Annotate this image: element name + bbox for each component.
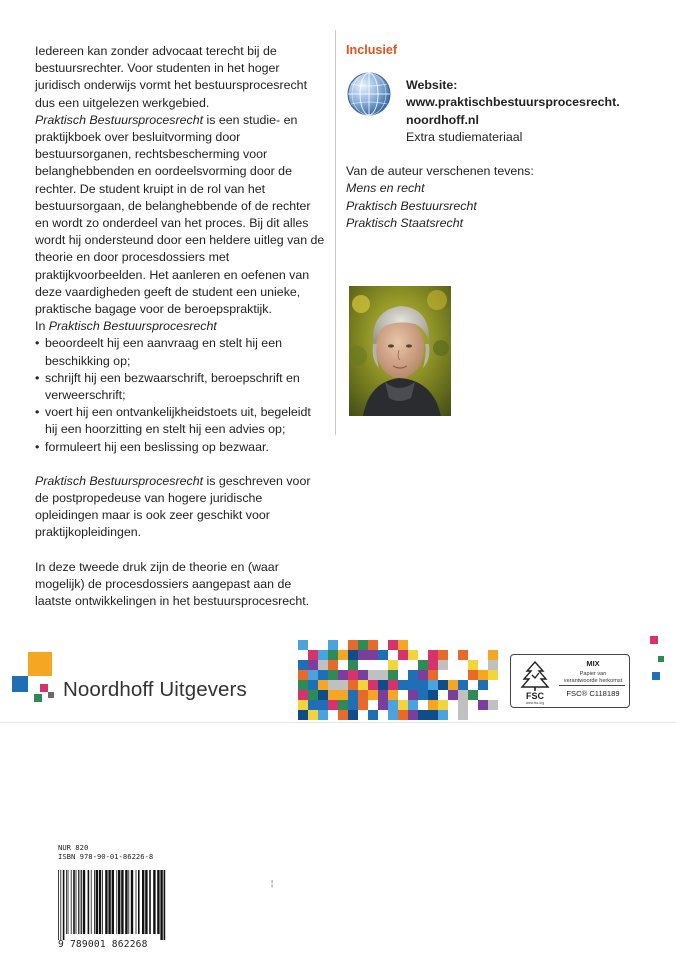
mosaic-tile bbox=[468, 670, 478, 680]
barcode-bar bbox=[131, 870, 133, 934]
mosaic-tile bbox=[318, 670, 328, 680]
barcode-bar bbox=[128, 870, 129, 934]
mosaic-tile bbox=[328, 680, 338, 690]
mosaic-tile bbox=[468, 660, 478, 670]
mosaic-tile bbox=[438, 710, 448, 720]
mosaic-tile bbox=[408, 650, 418, 660]
mosaic-tile bbox=[388, 640, 398, 650]
website-url[interactable]: www.praktischbestuursprocesrecht. bbox=[406, 95, 620, 110]
isbn-text: ISBN 978-90-01-86226-8 bbox=[58, 852, 154, 862]
mosaic-tile bbox=[438, 650, 448, 660]
mosaic-tile bbox=[388, 650, 398, 660]
extra-material-label: Extra studiemateriaal bbox=[406, 129, 523, 144]
mosaic-tile bbox=[398, 640, 408, 650]
mosaic-tile bbox=[338, 680, 348, 690]
mosaic-tile bbox=[388, 690, 398, 700]
mosaic-tile bbox=[438, 660, 448, 670]
fsc-site: www.fsc.org bbox=[525, 701, 545, 705]
blurb-paragraph-3-prefix: In bbox=[35, 319, 49, 334]
inclusief-heading: Inclusief bbox=[346, 43, 398, 57]
barcode-bar bbox=[112, 870, 114, 934]
barcode-bar bbox=[78, 870, 79, 934]
mosaic-tile bbox=[408, 640, 418, 650]
mosaic-tile bbox=[368, 690, 378, 700]
mosaic-tile bbox=[448, 680, 458, 690]
barcode-bar bbox=[68, 870, 69, 934]
mosaic-tile bbox=[298, 660, 308, 670]
author-book-title: Praktisch Staatsrecht bbox=[346, 215, 464, 230]
book-title-italic: Praktisch Bestuursprocesrecht bbox=[48, 319, 217, 334]
mosaic-tile bbox=[378, 660, 388, 670]
barcode-bar bbox=[145, 870, 147, 934]
mosaic-tile bbox=[298, 670, 308, 680]
mosaic-tile bbox=[368, 650, 378, 660]
barcode-bar bbox=[149, 870, 151, 934]
mosaic-tile bbox=[398, 710, 408, 720]
barcode-bar bbox=[136, 870, 137, 934]
mosaic-tile bbox=[368, 640, 378, 650]
mosaic-tile bbox=[378, 690, 388, 700]
mosaic-tile bbox=[438, 680, 448, 690]
mosaic-tile bbox=[338, 710, 348, 720]
mosaic-tile bbox=[368, 680, 378, 690]
blurb-column bbox=[35, 43, 325, 610]
mosaic-tile bbox=[428, 670, 438, 680]
mosaic-tile bbox=[338, 650, 348, 660]
mosaic-tile bbox=[398, 680, 408, 690]
mosaic-tile bbox=[318, 650, 328, 660]
mosaic-tile bbox=[348, 710, 358, 720]
mosaic-tile bbox=[418, 660, 428, 670]
fsc-tree-icon bbox=[517, 659, 553, 705]
barcode-bar bbox=[83, 870, 85, 934]
mosaic-tile bbox=[488, 710, 498, 720]
author-photo bbox=[349, 286, 451, 416]
mosaic-tile bbox=[488, 660, 498, 670]
mosaic-tile bbox=[458, 700, 468, 710]
mosaic-tile bbox=[298, 640, 308, 650]
fsc-subtitle-line: Papier van bbox=[579, 671, 607, 677]
barcode-bar bbox=[99, 870, 101, 934]
barcode-bar bbox=[88, 870, 90, 934]
mosaic-tile bbox=[478, 670, 488, 680]
mosaic-tile bbox=[418, 650, 428, 660]
mosaic-tile bbox=[418, 690, 428, 700]
barcode-bar bbox=[58, 870, 59, 940]
barcode-bar bbox=[71, 870, 72, 934]
barcode-bar bbox=[121, 870, 123, 934]
website-text bbox=[406, 77, 620, 146]
mosaic-tile bbox=[448, 700, 458, 710]
mosaic-tile bbox=[368, 700, 378, 710]
mosaic-tile bbox=[388, 670, 398, 680]
mosaic-tile bbox=[408, 690, 418, 700]
mosaic-tile bbox=[458, 650, 468, 660]
barcode-bar bbox=[125, 870, 127, 934]
mosaic-tile bbox=[408, 680, 418, 690]
mosaic-tile bbox=[348, 670, 358, 680]
barcode-bar bbox=[91, 870, 92, 934]
blurb-paragraph-3 bbox=[35, 318, 325, 335]
barcode-bar bbox=[108, 870, 110, 934]
mosaic-tile bbox=[368, 660, 378, 670]
barcode-bar bbox=[164, 870, 166, 940]
list-item: • schrijft hij een bezwaarschrift, beroepschrift en verweerschrift; bbox=[35, 370, 325, 404]
mosaic-tile bbox=[478, 680, 488, 690]
blurb-paragraph-5: In deze tweede druk zijn de theorie en (waar mogelijk) de procesdossiers aangepast aan de laatste ontwikkelingen in het bestuursprocesrecht. bbox=[35, 559, 310, 609]
mosaic-tile bbox=[458, 710, 468, 720]
blurb-paragraph-4 bbox=[35, 473, 325, 542]
mosaic-tile bbox=[338, 700, 348, 710]
mosaic-tile bbox=[428, 680, 438, 690]
author-books bbox=[346, 163, 646, 232]
barcode-bar bbox=[60, 870, 61, 940]
fsc-subtitle-line: verantwoorde herkomst bbox=[563, 677, 623, 684]
mosaic-tile bbox=[308, 700, 318, 710]
mosaic-tile bbox=[368, 670, 378, 680]
mosaic-tile bbox=[328, 640, 338, 650]
mosaic-tile bbox=[488, 700, 498, 710]
fsc-mix: MIX bbox=[586, 659, 600, 668]
book-title-italic: Praktisch Bestuursprocesrecht bbox=[35, 473, 204, 488]
mosaic-tile bbox=[318, 690, 328, 700]
barcode-bar bbox=[116, 870, 117, 934]
barcode-bar bbox=[160, 870, 162, 940]
mosaic-tile bbox=[398, 700, 408, 710]
mosaic-tile bbox=[388, 710, 398, 720]
mosaic-tile bbox=[378, 680, 388, 690]
mosaic-tile bbox=[318, 700, 328, 710]
mosaic-tile bbox=[348, 690, 358, 700]
mosaic-tile bbox=[408, 670, 418, 680]
nur-code: NUR 820 bbox=[58, 843, 89, 852]
barcode-bar bbox=[157, 870, 159, 934]
list-item: • formuleert hij een beslissing op bezwaar. bbox=[35, 439, 325, 456]
mosaic-tile bbox=[298, 700, 308, 710]
mosaic-tile bbox=[308, 690, 318, 700]
mosaic-tile bbox=[418, 670, 428, 680]
author-book-title: Praktisch Bestuursrecht bbox=[346, 198, 477, 213]
fsc-label bbox=[510, 654, 630, 708]
mosaic-tile bbox=[358, 660, 368, 670]
mosaic-tile bbox=[428, 710, 438, 720]
mosaic-tile bbox=[308, 680, 318, 690]
barcode-bar bbox=[63, 870, 65, 940]
mosaic-tile bbox=[408, 660, 418, 670]
isbn-barcode bbox=[56, 870, 168, 942]
mosaic-tile bbox=[308, 650, 318, 660]
color-mosaic bbox=[298, 638, 498, 722]
mosaic-tile bbox=[348, 680, 358, 690]
mosaic-tile bbox=[388, 680, 398, 690]
website-url-continued[interactable]: noordhoff.nl bbox=[406, 112, 479, 127]
mosaic-tile bbox=[488, 650, 498, 660]
mosaic-tile bbox=[398, 670, 408, 680]
fsc-subtitle bbox=[559, 671, 627, 684]
barcode-bar bbox=[73, 870, 75, 934]
barcode-bar bbox=[142, 870, 144, 934]
fsc-code: FSC® C118189 bbox=[566, 689, 620, 698]
mosaic-tile bbox=[438, 700, 448, 710]
mosaic-tile bbox=[298, 680, 308, 690]
mosaic-tile bbox=[298, 650, 308, 660]
barcode-bar bbox=[138, 870, 140, 934]
barcode-bar bbox=[76, 870, 77, 934]
mosaic-tile bbox=[478, 660, 488, 670]
website-label: Website: bbox=[406, 78, 458, 93]
mosaic-tile bbox=[308, 710, 318, 720]
print-speck: ¦ bbox=[271, 879, 274, 888]
mosaic-tile bbox=[418, 680, 428, 690]
mosaic-tile bbox=[488, 670, 498, 680]
mosaic-tile bbox=[328, 670, 338, 680]
blurb-paragraph-1: Iedereen kan zonder advocaat terecht bij de bestuursrechter. Voor studenten in het hoger juridisch onderwijs vormt het bestuursprocesrecht dus een uitgelezen werkgebied. bbox=[35, 44, 308, 110]
mosaic-tile bbox=[418, 700, 428, 710]
mosaic-tile bbox=[328, 700, 338, 710]
mosaic-tile bbox=[428, 660, 438, 670]
mosaic-tile bbox=[398, 690, 408, 700]
mosaic-tile bbox=[348, 640, 358, 650]
mosaic-tile bbox=[378, 670, 388, 680]
mosaic-tile bbox=[388, 660, 398, 670]
author-intro: Van de auteur verschenen tevens: bbox=[346, 164, 534, 179]
mosaic-tile bbox=[358, 690, 368, 700]
mosaic-tile bbox=[348, 660, 358, 670]
website-block bbox=[346, 71, 646, 159]
mosaic-tile bbox=[388, 700, 398, 710]
list-item: • voert hij een ontvankelijkheidstoets uit, begeleidt hij een hoorzitting en stelt hij een advies op; bbox=[35, 404, 325, 438]
mosaic-tile bbox=[438, 670, 448, 680]
barcode-bar bbox=[102, 870, 103, 934]
barcode-bar bbox=[94, 870, 95, 934]
mosaic-tile bbox=[398, 660, 408, 670]
book-title-italic: Praktisch Bestuursprocesrecht bbox=[35, 112, 204, 127]
blurb-paragraph-4-text: is geschreven voor de postpropedeuse van hogere juridische opleidingen maar is ook zeer geschikt voor praktijkopleidingen. bbox=[35, 473, 311, 540]
skills-list bbox=[35, 335, 325, 455]
mosaic-tile bbox=[458, 690, 468, 700]
list-item: • beoordeelt hij een aanvraag en stelt hij een beschikking op; bbox=[35, 335, 325, 369]
mosaic-tile bbox=[358, 640, 368, 650]
mosaic-tile bbox=[358, 680, 368, 690]
barcode-info bbox=[58, 843, 153, 861]
mosaic-tile bbox=[468, 690, 478, 700]
mosaic-tile bbox=[358, 700, 368, 710]
mosaic-tile bbox=[328, 650, 338, 660]
barcode-bar bbox=[118, 870, 120, 934]
mosaic-tile bbox=[368, 710, 378, 720]
mosaic-tile bbox=[408, 700, 418, 710]
mosaic-tile bbox=[428, 690, 438, 700]
mosaic-tile bbox=[308, 660, 318, 670]
barcode-digits: 9 789001 862268 bbox=[58, 939, 148, 950]
mosaic-tile bbox=[408, 710, 418, 720]
globe-icon bbox=[346, 71, 392, 117]
author-book-title: Mens en recht bbox=[346, 181, 425, 196]
mosaic-tile bbox=[438, 690, 448, 700]
mosaic-tile bbox=[428, 700, 438, 710]
mosaic-tile bbox=[298, 690, 308, 700]
fsc-logo-text: FSC bbox=[526, 691, 544, 701]
info-column bbox=[346, 42, 646, 232]
mosaic-tile bbox=[358, 710, 368, 720]
barcode-bar bbox=[81, 870, 82, 934]
mosaic-tile bbox=[418, 710, 428, 720]
mosaic-tile bbox=[318, 680, 328, 690]
mosaic-tile bbox=[378, 650, 388, 660]
publisher-name: Noordhoff Uitgevers bbox=[63, 678, 247, 701]
mosaic-tile bbox=[428, 650, 438, 660]
mosaic-tile bbox=[348, 700, 358, 710]
mosaic-tile bbox=[458, 680, 468, 690]
mosaic-tile bbox=[308, 670, 318, 680]
mosaic-tile bbox=[398, 650, 408, 660]
mosaic-tile bbox=[458, 670, 468, 680]
mosaic-tile bbox=[468, 700, 478, 710]
mosaic-tile bbox=[338, 670, 348, 680]
mosaic-tile bbox=[358, 650, 368, 660]
mosaic-tile bbox=[478, 700, 488, 710]
mosaic-tile bbox=[378, 710, 388, 720]
mosaic-tile bbox=[348, 650, 358, 660]
mosaic-tile bbox=[338, 660, 348, 670]
barcode-bar bbox=[153, 870, 155, 934]
blurb-paragraph-2 bbox=[35, 112, 325, 318]
mosaic-tile bbox=[448, 690, 458, 700]
mosaic-tile bbox=[318, 710, 328, 720]
mosaic-tile bbox=[328, 710, 338, 720]
barcode-bar bbox=[66, 870, 67, 934]
mosaic-tile bbox=[378, 700, 388, 710]
mosaic-tile bbox=[318, 660, 328, 670]
fsc-separator bbox=[559, 685, 625, 686]
mosaic-tile bbox=[298, 710, 308, 720]
mosaic-tile bbox=[328, 690, 338, 700]
decorative-squares bbox=[648, 636, 668, 686]
barcode-bar bbox=[105, 870, 107, 934]
barcode-bar bbox=[80, 870, 81, 934]
mosaic-tile bbox=[328, 660, 338, 670]
barcode-bar bbox=[96, 870, 98, 934]
column-divider bbox=[335, 30, 336, 435]
blurb-paragraph-2-text: is een studie- en praktijkboek over besluitvorming door bestuursorganen, rechtsbescherming voor belanghebbenden en oordeelsvorming door de rechter. De student kruipt in de rol van het bestuursorgaan, de belanghebbende of de rechter en wordt zo onderdeel van het proces. Bij dit alles wordt hij ondersteund door een heldere uitleg van de theorie en door procesdossiers met praktijkvoorbeelden. Het aanleren en oefenen van deze vaardigheden geeft de student een unieke, praktische bagage voor de beroepspraktijk. bbox=[35, 112, 325, 317]
mosaic-tile bbox=[358, 670, 368, 680]
mosaic-tile bbox=[338, 690, 348, 700]
mosaic-tile bbox=[438, 640, 448, 650]
